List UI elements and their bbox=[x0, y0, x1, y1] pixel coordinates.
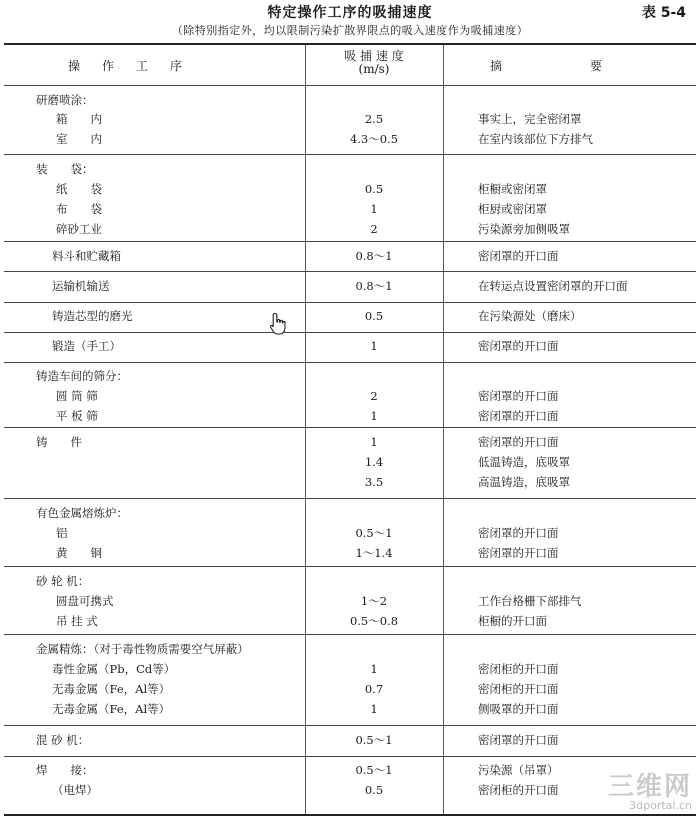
group-rule bbox=[4, 498, 696, 499]
table-row bbox=[0, 246, 700, 266]
table-number: 表 5-4 bbox=[641, 5, 686, 21]
header-speed bbox=[305, 50, 443, 76]
row-speed: 2.5 bbox=[364, 112, 384, 126]
row-operation: 吊 挂 式 bbox=[56, 614, 98, 628]
table-title: 特定操作工序的吸捕速度 bbox=[267, 5, 433, 21]
row-speed: 1 bbox=[370, 409, 378, 423]
table-row bbox=[0, 109, 700, 129]
row-remark: 密闭罩的开口面 bbox=[478, 249, 559, 263]
row-operation: 平 板 筛 bbox=[56, 409, 98, 423]
row-operation: 无毒金属（Fe，Al等） bbox=[52, 682, 171, 696]
group-rule bbox=[4, 302, 696, 303]
header-speed-line1: 吸 捕 速 度 bbox=[344, 49, 404, 63]
table-row bbox=[0, 276, 700, 296]
row-speed: 0.5～1 bbox=[355, 526, 393, 540]
header-speed-line2: (m/s) bbox=[358, 62, 390, 76]
table-row bbox=[0, 659, 700, 679]
row-remark: 密闭罩的开口面 bbox=[478, 409, 559, 423]
table-row bbox=[0, 386, 700, 406]
table-row bbox=[0, 159, 700, 179]
row-speed: 1.4 bbox=[364, 455, 384, 469]
table-row bbox=[0, 543, 700, 563]
row-speed: 0.8～1 bbox=[355, 249, 393, 263]
watermark bbox=[608, 774, 692, 812]
row-remark: 密闭柜的开口面 bbox=[478, 662, 559, 676]
group-rule bbox=[4, 271, 696, 272]
row-speed: 2 bbox=[370, 222, 378, 236]
group-rule bbox=[4, 154, 696, 155]
table-row bbox=[0, 129, 700, 149]
table-row bbox=[0, 432, 700, 452]
group-rule bbox=[4, 725, 696, 726]
row-speed: 4.3～0.5 bbox=[349, 132, 399, 146]
table-row bbox=[0, 472, 700, 492]
row-speed: 1 bbox=[370, 202, 378, 216]
table-row bbox=[0, 571, 700, 591]
row-speed: 3.5 bbox=[364, 475, 384, 489]
watermark-logo: 三维网 bbox=[607, 772, 692, 802]
group-rule bbox=[4, 427, 696, 428]
table-row bbox=[0, 306, 700, 326]
row-remark: 密闭柜的开口面 bbox=[478, 783, 559, 797]
row-speed: 0.5 bbox=[364, 182, 384, 196]
row-operation: 料斗和贮藏箱 bbox=[52, 249, 121, 263]
row-remark: 密闭罩的开口面 bbox=[478, 339, 559, 353]
table-row bbox=[0, 336, 700, 356]
row-operation: 毒性金属（Pb，Cd等） bbox=[52, 662, 176, 676]
row-speed: 1 bbox=[370, 702, 378, 716]
table-row bbox=[0, 219, 700, 239]
row-remark: 密闭罩的开口面 bbox=[478, 546, 559, 560]
row-remark: 柜橱的开口面 bbox=[478, 614, 547, 628]
row-operation: 纸 袋 bbox=[56, 182, 102, 196]
table-row bbox=[0, 639, 700, 659]
row-remark: 在室内该部位下方排气 bbox=[478, 132, 593, 146]
row-remark: 密闭柜的开口面 bbox=[478, 682, 559, 696]
row-operation: 金属精炼：（对于毒性物质需要空气屏蔽） bbox=[36, 642, 249, 656]
table-row bbox=[0, 199, 700, 219]
row-operation: 运输机输送 bbox=[52, 279, 110, 293]
hand-pointer-icon bbox=[268, 312, 288, 336]
table-row bbox=[0, 591, 700, 611]
row-speed: 1 bbox=[370, 662, 378, 676]
row-operation: 铸 件 bbox=[36, 435, 82, 449]
group-rule bbox=[4, 756, 696, 757]
row-operation: 室 内 bbox=[56, 132, 102, 146]
header-remark: 摘要 bbox=[490, 59, 691, 73]
row-remark: 污染源（吊罩） bbox=[478, 763, 559, 777]
row-remark: 事实上，完全密闭罩 bbox=[478, 112, 582, 126]
row-operation: 有色金属熔炼炉： bbox=[36, 506, 128, 520]
row-remark: 侧吸罩的开口面 bbox=[478, 702, 559, 716]
row-operation: 黄 铜 bbox=[56, 546, 102, 560]
table-row bbox=[0, 523, 700, 543]
row-operation: 箱 内 bbox=[56, 112, 102, 126]
row-remark: 柜厨或密闭罩 bbox=[478, 202, 547, 216]
row-operation: 圆 筒 筛 bbox=[56, 389, 98, 403]
group-rule bbox=[4, 362, 696, 363]
row-operation: 布 袋 bbox=[56, 202, 102, 216]
table-row bbox=[0, 452, 700, 472]
row-speed: 1 bbox=[370, 435, 378, 449]
table-row bbox=[0, 679, 700, 699]
row-remark: 在转运点设置密闭罩的开口面 bbox=[478, 279, 628, 293]
row-remark: 工作台格栅下部排气 bbox=[478, 594, 582, 608]
row-operation: 装 袋： bbox=[36, 162, 94, 176]
row-speed: 0.5～1 bbox=[355, 733, 393, 747]
header-operation: 操作工序 bbox=[68, 59, 205, 73]
row-operation: 研磨喷涂： bbox=[36, 93, 94, 107]
row-speed: 0.5～0.8 bbox=[349, 614, 399, 628]
row-remark: 密闭罩的开口面 bbox=[478, 733, 559, 747]
row-speed: 0.7 bbox=[364, 682, 384, 696]
row-remark: 在污染源处（磨床） bbox=[478, 309, 582, 323]
row-operation: 无毒金属（Fe，Al等） bbox=[52, 702, 171, 716]
row-operation: 砂 轮 机： bbox=[36, 574, 90, 588]
row-speed: 0.5 bbox=[364, 309, 384, 323]
row-operation: 铝 bbox=[56, 526, 68, 540]
row-remark: 污染源旁加侧吸罩 bbox=[478, 222, 570, 236]
table-row bbox=[0, 730, 700, 750]
row-operation: 铸造芯型的磨光 bbox=[52, 309, 133, 323]
row-remark: 低温铸造，底吸罩 bbox=[478, 455, 570, 469]
row-operation: 圆盘可携式 bbox=[56, 594, 114, 608]
table-row bbox=[0, 366, 700, 386]
table-row bbox=[0, 406, 700, 426]
row-operation: 铸造车间的筛分： bbox=[36, 369, 128, 383]
row-remark: 密闭罩的开口面 bbox=[478, 526, 559, 540]
row-speed: 2 bbox=[370, 389, 378, 403]
table-row bbox=[0, 699, 700, 719]
table-subtitle: （除特别指定外，均以限制污染扩散界限点的吸入速度作为吸捕速度） bbox=[171, 24, 529, 37]
row-speed: 0.5 bbox=[364, 783, 384, 797]
row-speed: 0.8～1 bbox=[355, 279, 393, 293]
row-speed: 1 bbox=[370, 339, 378, 353]
group-rule bbox=[4, 634, 696, 635]
row-speed: 1～1.4 bbox=[355, 546, 393, 560]
row-speed: 0.5～1 bbox=[355, 763, 393, 777]
row-remark: 柜橱或密闭罩 bbox=[478, 182, 547, 196]
row-operation: 焊 接： bbox=[36, 763, 94, 777]
group-rule bbox=[4, 332, 696, 333]
row-remark: 高温铸造，底吸罩 bbox=[478, 475, 570, 489]
table-row bbox=[0, 90, 700, 110]
row-remark: 密闭罩的开口面 bbox=[478, 435, 559, 449]
bottom-rule bbox=[4, 814, 696, 816]
row-operation: 锻造（手工） bbox=[52, 339, 121, 353]
group-rule bbox=[4, 241, 696, 242]
top-rule bbox=[4, 43, 696, 45]
table-row bbox=[0, 503, 700, 523]
row-operation: 碎砂工业 bbox=[56, 222, 102, 236]
header-rule bbox=[4, 85, 696, 86]
table-row bbox=[0, 760, 700, 780]
watermark-url: 3dportal.cn bbox=[629, 799, 692, 812]
table-row bbox=[0, 611, 700, 631]
group-rule bbox=[4, 566, 696, 567]
table-row bbox=[0, 179, 700, 199]
table-row bbox=[0, 780, 700, 800]
row-remark: 密闭罩的开口面 bbox=[478, 389, 559, 403]
row-operation: （电焊） bbox=[52, 783, 98, 797]
row-operation: 混 砂 机： bbox=[36, 733, 90, 747]
row-speed: 1～2 bbox=[360, 594, 388, 608]
